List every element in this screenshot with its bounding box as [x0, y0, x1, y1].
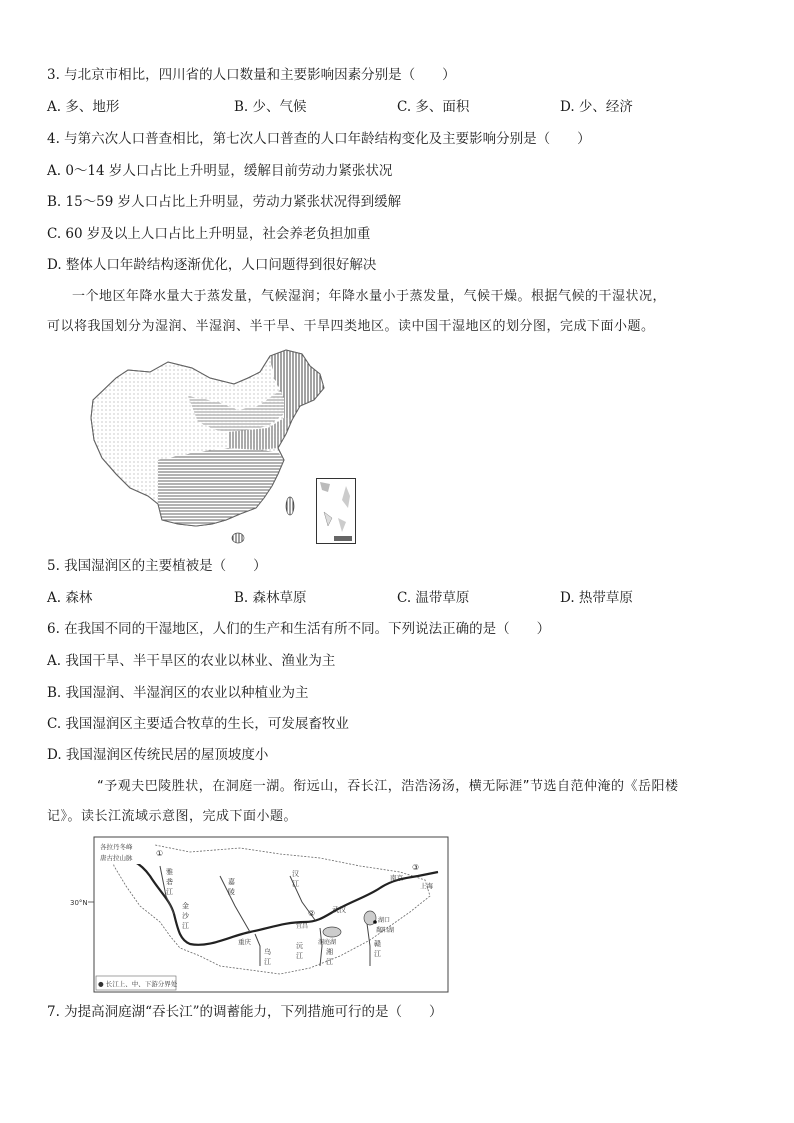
q3-option-d: D. 少、经济: [560, 99, 633, 115]
latitude-label: 30°N: [70, 899, 88, 907]
river-label: 江: [182, 922, 189, 930]
marker-3: ③: [412, 863, 420, 872]
city-wuhan: 武汉: [332, 906, 346, 914]
q4-option-b: B. 15～59 岁人口占比上升明显，劳动力紧张状况得到缓解: [47, 194, 402, 210]
q5-option-b: B. 森林草原: [234, 590, 307, 606]
river-label: 砻: [166, 878, 173, 886]
city-shanghai: 上海: [420, 882, 433, 890]
river-label: 沅: [296, 942, 303, 950]
q7-stem: 7. 为提高洞庭湖“吞长江”的调蓄能力，下列措施可行的是（ ）: [47, 1004, 443, 1020]
source-sub-label: 唐古拉山脉: [100, 854, 133, 862]
q6-option-c: C. 我国湿润区主要适合牧草的生长，可发展畜牧业: [47, 716, 349, 732]
city-chongqing: 重庆: [238, 938, 251, 946]
river-label: 江: [292, 880, 299, 888]
passage-1-line-1: 一个地区年降水量大于蒸发量，气候湿润；年降水量小于蒸发量，气候干燥。根据气候的干湿状况，: [72, 289, 667, 304]
river-label: 金: [182, 902, 189, 910]
river-label: 汉: [292, 870, 299, 878]
q6-stem: 6. 在我国不同的干湿地区，人们的生产和生活有所不同。下列说法正确的是（ ）: [47, 621, 551, 637]
river-label: 陵: [228, 888, 235, 896]
map-legend: ● 长江上、中、下游分界处: [98, 980, 178, 988]
source-label: 各拉丹冬峰: [100, 843, 133, 851]
q3-option-b: B. 少、气候: [234, 99, 307, 115]
south-china-sea-inset: [316, 478, 356, 544]
q4-stem: 4. 与第六次人口普查相比，第七次人口普查的人口年龄结构变化及主要影响分别是（ ）: [47, 131, 591, 147]
q3-stem: 3. 与北京市相比，四川省的人口数量和主要影响因素分别是（ ）: [47, 67, 456, 83]
q5-option-d: D. 热带草原: [560, 590, 633, 606]
hukou-point: [373, 920, 377, 924]
q6-option-b: B. 我国湿润、半湿润区的农业以种植业为主: [47, 685, 309, 701]
river-label: 江: [326, 958, 333, 966]
lake-dongting-label: 洞庭湖: [318, 939, 337, 946]
passage-2-line-1: “予观夫巴陵胜状，在洞庭一湖。衔远山，吞长江，浩浩汤汤，横无际涯”节选自范仲淹的《岳阳楼: [97, 779, 679, 794]
lake-poyang-label: 鄱阳湖: [376, 927, 395, 934]
humid-region: [158, 448, 284, 526]
marker-2: ②: [308, 909, 316, 918]
taiwan-island: [286, 497, 294, 515]
place-yichang: 宜昌: [296, 923, 309, 930]
q5-stem: 5. 我国湿润区的主要植被是（ ）: [47, 558, 267, 574]
q5-option-a: A. 森林: [47, 590, 93, 606]
q3-option-c: C. 多、面积: [397, 99, 470, 115]
river-label: 赣: [374, 940, 381, 948]
q4-option-d: D. 整体人口年龄结构逐渐优化，人口问题得到很好解决: [47, 257, 377, 273]
q6-option-a: A. 我国干旱、半干旱区的农业以林业、渔业为主: [47, 653, 336, 669]
q3-option-a: A. 多、地形: [47, 99, 120, 115]
marker-1: ①: [156, 849, 164, 858]
hainan-island: [232, 533, 244, 543]
yangtze-basin-map-svg: [70, 836, 450, 994]
river-label: 雅: [166, 868, 173, 876]
river-label: 江: [296, 952, 303, 960]
city-nanjing: 南京: [390, 874, 403, 882]
river-label: 江: [166, 888, 173, 896]
river-label: 江: [374, 950, 381, 958]
river-label: 乌: [264, 948, 271, 956]
river-label: 嘉: [228, 878, 235, 886]
q4-option-c: C. 60 岁及以上人口占比上升明显，社会养老负担加重: [47, 226, 371, 242]
river-label: 湘: [326, 948, 333, 956]
passage-1-line-2: 可以将我国划分为湿润、半湿润、半干旱、干旱四类地区。读中国干湿地区的划分图，完成下面小题。: [47, 319, 655, 334]
dongting-lake: [323, 927, 341, 937]
q4-option-a: A. 0～14 岁人口占比上升明显，缓解目前劳动力紧张状况: [47, 163, 393, 179]
river-label: 沙: [182, 912, 189, 920]
passage-2-line-2: 记》。读长江流域示意图，完成下面小题。: [47, 809, 298, 824]
yangtze-basin-map: [70, 836, 450, 994]
river-label: 江: [264, 958, 271, 966]
place-hukou: 湖口: [378, 917, 391, 924]
q5-option-c: C. 温带草原: [397, 590, 470, 606]
q6-option-d: D. 我国湿润区传统民居的屋顶坡度小: [47, 747, 269, 763]
